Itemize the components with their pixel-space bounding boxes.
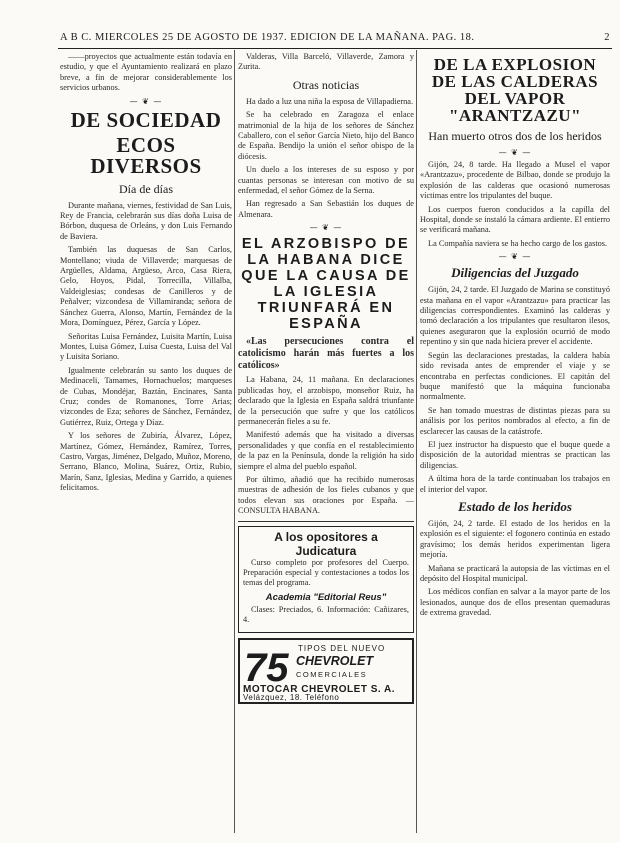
advert-academy-name: Academia "Editorial Reus" [265,591,387,603]
story-paragraph: Gijón, 24, 2 tarde. El estado de los heridos en la explosión es el siguiente: el fogonero continúa en estado gravísimo; los demás heridos experimentan ligera mejoría. [420,518,610,560]
deck-explosion: Han muerto otros dos de los heridos [428,129,602,143]
subhead-diligencias: Diligencias del Juzgado [451,265,579,281]
advert-address: Clases: Preciados, 6. Información: Cañizares, 4. [243,604,409,625]
story-paragraph: Mañana se practicará la autopsia de las víctimas en el depósito del Hospital municipal. [420,563,610,583]
advert-address: Velázquez, 18. Teléfono [243,692,340,702]
advert-judicatura [238,526,414,633]
article-paragraph: Valderas, Villa Barceló, Villaverde, Zamora y Zurita. [238,52,414,72]
subhead-dia-de-dias: Día de días [119,181,173,196]
page-header [60,32,610,46]
ornament: — ❦ — [309,223,343,233]
column-rule-2 [416,50,417,833]
advert-brand: CHEVROLET [296,653,374,668]
header-dateline: A B C. MIERCOLES 25 DE AGOSTO DE 1937. EDICION DE LA MAÑANA. PAG. 18. [60,32,475,43]
advert-line-3: COMERCIALES [296,669,368,679]
headline-explosion: DE LA EXPLOSION DE LAS CALDERAS DEL VAPOR "ARANTZAZU" [431,55,599,125]
article-paragraph: También las duquesas de San Carlos, Montellano; viuda de Villaverde; marquesas de Argüelles, Aldama, Argüeso, Arco, Casa Riera, Gelo, Hoyos, Pidal, Torrecilla, Villalba, Valdeiglesias; condesas de Canilleros y de Peñalver; vizcondesa de Villamiranda; señora de Sánchez Guerra, Alonso, Martín, Fernández de la Mora, Domínguez, Pérez, García y López. [60,245,232,328]
column-3 [420,52,610,833]
headline-arzobispo: EL ARZOBISPO DE LA HABANA DICE QUE LA CAUSA DE LA IGLESIA TRIUNFARÁ EN ESPAÑA [241,236,411,333]
story-paragraph: Manifestó además que ha visitado a diversas personalidades y que confía en el restablecimiento de la paz en la Península, donde la religión ha sido siempre el alma del pueblo español. [238,430,414,471]
story-paragraph: La Habana, 24, 11 mañana. En declaraciones publicadas hoy, el arzobispo, monseñor Ruiz, ha declarado que la Iglesia en España saldrá triunfante de la persecución que sufre y que los católicos permanecerán fieles a su fe. [238,375,414,426]
article-paragraph: Y los señores de Zubiría, Álvarez, López, Martínez, Gómez, Hernández, Ramírez, Torres, Castro, Vargas, Jiménez, Delgado, Muñoz, Moreno, Serrano, Blanco, Molina, Suárez, Ortiz, Rubio, Marín, Sanz, Iglesias, Medina y Garrido, a quienes felicitamos. [60,431,232,493]
advert-company: MOTOCAR CHEVROLET S. A. [243,683,396,695]
intro-paragraph: ——proyectos que actualmente están todavía en estudio, y que el Ayuntamiento realizará en plazo breve, a fin de mejorar considerablemente los servicios urbanos. [60,52,232,93]
article-paragraph: Señoritas Luisa Fernández, Luisita Martín, Luisa Montes, Luisa Gómez, Luisa Cuesta, Luisa del Val y Luisita Soriano. [60,331,232,362]
header-rule [58,48,612,49]
story-paragraph: Según las declaraciones prestadas, la caldera había sido revisada antes de emprender el viaje y se encontraba en perfectas condiciones. El capitán del buque manifestó que la máquina funcionaba normalmente. [420,350,610,402]
advert-line-1: TIPOS DEL NUEVO [298,643,386,653]
story-paragraph: Se han tomado muestras de distintas piezas para su análisis por los peritos nombrados al efecto, a fin de esclarecer las causas de la catástrofe. [420,405,610,436]
advert-title: A los opositores a Judicatura [274,529,378,558]
deck-arzobispo: «Las persecuciones contra el catolicismo harán más fuertes a los católicos» [238,336,414,372]
story-paragraph: Gijón, 24, 8 tarde. Ha llegado a Musel el vapor «Arantzazu», procedente de Bilbao, donde se produjo la explosión de las calderas que ocasionó numerosas víctimas entre los tripulantes del buque. [420,160,610,201]
news-item: Se ha celebrado en Zaragoza el enlace matrimonial de la hija de los señores de Sánchez Caballero, con el señor García Nieto, hijo del Banco de España. Bendijo la unión el señor obispo de la diócesis. [238,110,414,161]
section-title-society: DE SOCIEDAD [70,107,222,132]
story-paragraph: A última hora de la tarde continuaban los trabajos en el interior del vapor. [420,474,610,494]
section-title-echoes: ECOS DIVERSOS [90,132,202,178]
advert-chevrolet [238,638,414,704]
advert-number: 75 [244,645,289,690]
story-paragraph: La Compañía naviera se ha hecho cargo de los gastos. [428,238,608,248]
story-paragraph: Gijón, 24, 2 tarde. El Juzgado de Marina se constituyó esta mañana en el vapor «Arantzazu» para practicar las diligencias correspondientes. Examinó las calderas y tomó declaración a los tripulantes que resultaron ilesos, quienes aseguraron que la explosión ocurrió de modo repentino y sin que nada hiciera prever el accidente. [420,285,610,347]
column-1 [60,52,232,833]
subhead-otras-noticias: Otras noticias [292,77,360,92]
ornament: — ❦ — [498,148,532,157]
advert-text: Curso completo por profesores del Cuerpo. Preparación especial y contestaciones a todos los temas del programa. [243,557,409,588]
news-item: Ha dado a luz una niña la esposa de Villapadierna. [246,96,414,106]
story-paragraph: El juez instructor ha dispuesto que el buque quede a disposición de la autoridad mientras se practican las diligencias. [420,439,610,470]
news-item: Un duelo a los intereses de su esposo y por cuantas personas se interesan con motivo de su enfermedad, el señor Gómez de la Serna. [238,165,414,196]
story-paragraph: Por último, añadió que ha recibido numerosas muestras de adhesión de los fieles cubanos y que todos elevan sus oraciones por España. — CONSULTA HABANA. [238,474,414,516]
ornament: — ❦ — [498,252,532,262]
article-paragraph: Durante mañana, viernes, festividad de San Luis, Rey de Francia, celebrarán sus días doña Luisa de Bórbon, duquesa de Orleáns, y don Luis Fernando de Baviera. [60,200,232,241]
column-rule-1 [234,50,235,833]
article-paragraph: Igualmente celebrarán su santo los duques de Medinaceli, Tamames, Hornachuelos; marqueses de Cubas, Mondéjar, Baztán, Encinares, Santa Cruz; condes de Romanones, Torre Arias; vizcondes de Eza; señores de Sánchez, Fernández, Gutiérrez, Ruiz, Ortega y Díaz. [60,365,232,427]
story-paragraph: Los médicos confían en salvar a la mayor parte de los lesionados, aunque dos de ellos presentan quemaduras de extrema gravedad. [420,587,610,618]
column-2 [238,52,414,833]
story-paragraph: Los cuerpos fueron conducidos a la capilla del Hospital, donde se instaló la cámara ardiente. El entierro se verificará mañana. [420,204,610,235]
divider [238,521,414,522]
news-item: Han regresado a San Sebastián los duques de Almenara. [238,199,414,219]
page-number: 2 [604,32,610,43]
subhead-heridos: Estado de los heridos [458,498,572,514]
ornament: — ❦ — [129,96,163,106]
